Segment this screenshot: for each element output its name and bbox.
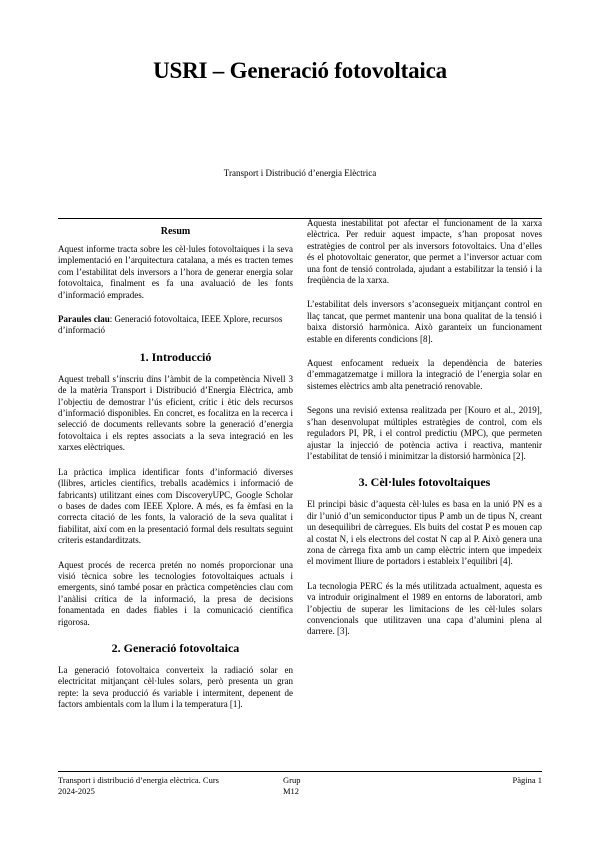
- page-title: USRI – Generació fotovoltaica: [153, 58, 447, 83]
- section-2-paragraph: L’estabilitat dels inversors s’aconsegueix mitjançant control en llaç tancat, que permet mantenir una bona qualitat de la tensió i baixa distorsió harmònica. Això garanteix un funcionament estable en diferents condicions [8].: [307, 299, 542, 344]
- page-subtitle: Transport i Distribució d’energia Elèctrica: [223, 168, 377, 178]
- footer-group: [283, 775, 343, 796]
- section-3-heading: 3. Cèl·lules fotovoltaiques: [358, 475, 491, 490]
- section-2-heading: 2. Generació fotovoltaica: [111, 640, 240, 655]
- footer-course-year: 2024-2025: [58, 785, 95, 796]
- footer-group-label: Grup: [283, 775, 301, 785]
- footer-course: [58, 775, 258, 796]
- footer-course-line: Transport i distribució d’energia elèctrica. Curs: [58, 775, 219, 785]
- section-2-paragraph: Segons una revisió extensa realitzada per [Kouro et al., 2019], s’han desenvolupat múltiples estratègies de control, com els reguladors PI, PR, i el control predictiu (MPC), que permeten ajustar la injecció de potència activa i reactiva, mantenir l’estabilitat de tensió i minimitzar la distorsió harmònica [2].: [307, 405, 542, 461]
- section-1-heading: 1. Introducció: [139, 349, 212, 364]
- footer-group-value: M12: [283, 785, 300, 796]
- abstract-heading: Resum: [160, 226, 191, 237]
- section-1-paragraph: Aquest procés de recerca pretén no només proporcionar una visió tècnica sobre les tecnologies fotovoltaiques actuals i emergents, sinó també posar en pràctica competències clau com l’anàlisi crítica de la informació, la presa de decisions fonamentada en dades fiables i la comunicació científica rigorosa.: [58, 559, 293, 627]
- section-1-paragraph: La pràctica implica identificar fonts d’informació diverses (llibres, articles científics, treballs acadèmics i informació de fabricants) utilitzant eines com DiscoveryUPC, Google Scholar o bases de dades com IEEE Xplore. A més, es fa èmfasi en la correcta citació de les fonts, la valoració de la seva qualitat i fiabilitat, així com en la presentació formal dels resultats seguint criteris estandarditzats.: [58, 466, 293, 546]
- page-number: Pàgina 1: [512, 775, 542, 785]
- section-1-paragraph: Aquest treball s’inscriu dins l’àmbit de la competència Nivell 3 de la matèria Transport i Distribució d’Energia Elèctrica, amb l’objectiu de demostrar l’ús eficient, crític i ètic dels recursos d’informació disponibles. En concret, es focalitza en la recerca i selecció de documents rellevants sobre la generació d’energia fotovoltaica i els reptes associats a la seva integració en les xarxes elèctriques.: [58, 373, 293, 453]
- section-2-paragraph: Aquesta inestabilitat pot afectar el funcionament de la xarxa elèctrica. Per reduir aquest impacte, s’han proposat noves estratègies de control per als inversors fotovoltaics. Una d’elles és el photovoltaic generator, que permet a l’inversor actuar com una font de tensió controlada, ajudant a estabilitzar la tensió i la freqüència de la xarxa.: [307, 218, 542, 286]
- section-3-paragraph: El principi bàsic d’aquesta cèl·lules es basa en la unió PN es a dir l’unió d’un semiconductor tipus P amb un de tipus N, creant un desequilibri de càrregues. Els buits del costat P es mouen cap al costat N, i els electrons del costat N cap al P. Això genera una zona de càrrega fixa amb un camp elèctric intern que impedeix el moviment lliure de portadors i estableix l’equilibri [4].: [307, 499, 542, 567]
- keywords-text: : Generació fotovoltaica, IEEE Xplore, recursos d’informació: [58, 314, 283, 336]
- section-2-paragraph: La generació fotovoltaica converteix la radiació solar en electricitat mitjançant cèl·lules solars, però presenta un gran repte: la seva producció és variable i intermitent, depenent de factors ambientals com la llum i la temperatura [1].: [58, 664, 293, 710]
- right-column: [307, 218, 542, 651]
- section-3-paragraph: La tecnologia PERC és la més utilitzada actualment, aquesta es va introduir originalment el 1989 en entorns de laboratori, amb l’objectiu de superar les limitacions de les cèl·lules solars convencionals que utilitzaven una capa d’alumini plena al darrere. [3].: [307, 580, 542, 637]
- section-2-paragraph: Aquest enfocament redueix la dependència de bateries d’emmagatzematge i millora la integració de l’energia solar en sistemes elèctrics amb alta penetració renovable.: [307, 358, 542, 391]
- footer-divider: [58, 771, 542, 772]
- left-column: [58, 218, 293, 724]
- keywords-label: Paraules clau: [58, 314, 110, 325]
- abstract-text: Aquest informe tracta sobre les cèl·lules fotovoltaiques i la seva implementació en l’arquitectura catalana, a més es tracten temes com l’estabilitat dels inversors a l’hora de generar energia solar fotovoltaica, finalment es fa una avaluació de les fonts d’informació emprades.: [58, 244, 293, 300]
- keywords: [58, 314, 293, 337]
